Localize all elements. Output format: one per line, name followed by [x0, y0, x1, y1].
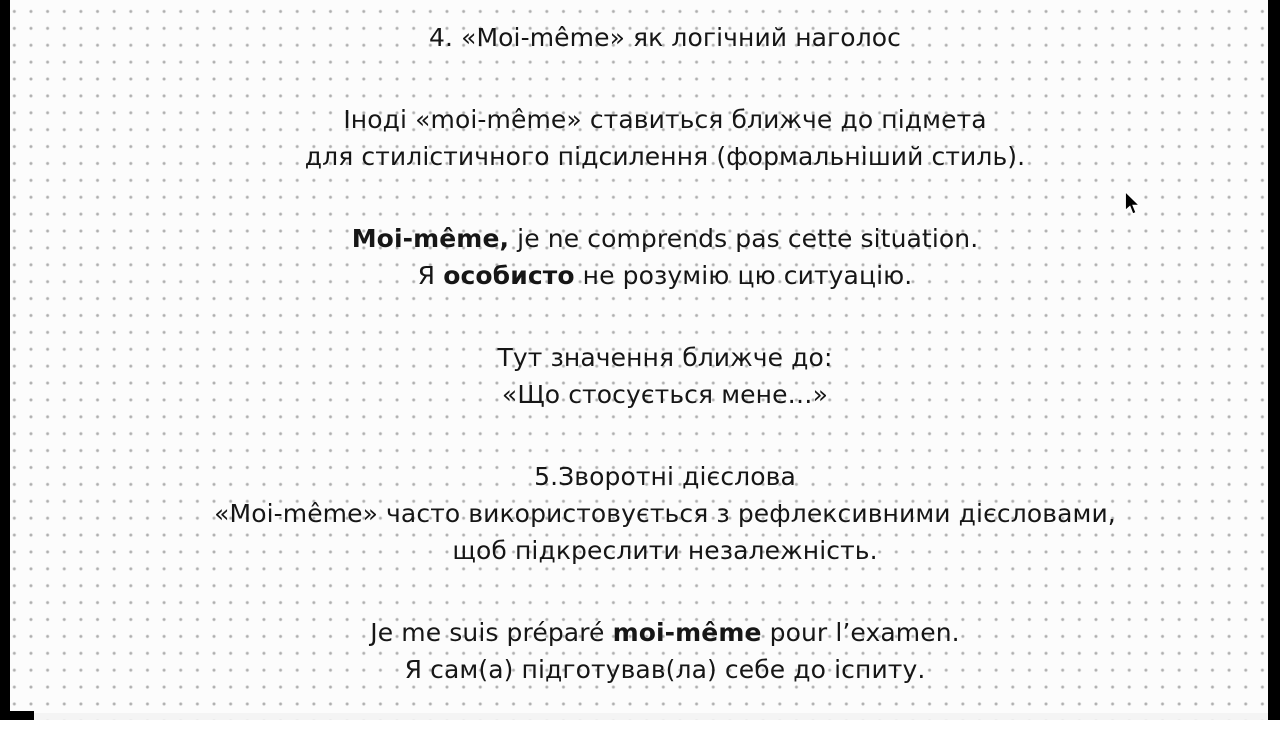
text-segment: Je me suis préparé — [370, 618, 613, 647]
text-segment: щоб підкреслити незалежність. — [452, 536, 878, 565]
text-segment: «Moi-même» часто використовується з рефлексивними дієсловами, — [214, 499, 1116, 528]
text-segment: pour l’examen. — [761, 618, 960, 647]
text-segment: «Що стосується мене…» — [501, 380, 829, 409]
text-line — [62, 532, 1268, 569]
slide-title — [62, 19, 1268, 56]
paragraph — [62, 614, 1268, 688]
text-line — [62, 101, 1268, 138]
text-line — [62, 138, 1268, 175]
text-segment-bold: Moi-même, — [351, 224, 510, 253]
letterbox-right-bar — [1268, 0, 1280, 720]
text-segment: Тут значення ближче до: — [497, 343, 833, 372]
text-segment-bold: moi-même — [612, 618, 762, 647]
paragraph — [62, 458, 1268, 569]
text-line — [62, 257, 1268, 294]
text-line — [62, 376, 1268, 413]
text-line — [62, 651, 1268, 688]
text-line — [62, 339, 1268, 376]
paragraph — [62, 220, 1268, 294]
letterbox-left-bar — [0, 0, 10, 720]
text-line — [62, 495, 1268, 532]
text-segment-bold: особисто — [443, 261, 575, 290]
text-line — [62, 19, 1268, 56]
letterbox-bottom-corner — [0, 711, 34, 720]
text-line — [62, 220, 1268, 257]
text-segment: Іноді «moi-même» ставиться ближче до підмета — [343, 105, 987, 134]
text-segment: Я сам(а) підготував(ла) себе до іспиту. — [404, 655, 926, 684]
text-segment: не розумію цю ситуацію. — [574, 261, 913, 290]
text-segment: je ne comprends pas cette situation. — [509, 224, 979, 253]
text-segment: 5.Зворотні дієслова — [534, 462, 796, 491]
text-line — [62, 458, 1268, 495]
text-segment: 4. «Moi-même» як логічний наголос — [428, 23, 902, 52]
text-line — [62, 614, 1268, 651]
bottom-edge-shade — [10, 713, 1268, 720]
paragraph — [62, 339, 1268, 413]
paragraph — [62, 101, 1268, 175]
text-segment: Я — [417, 261, 444, 290]
text-segment: для стилістичного підсилення (формальніший стиль). — [304, 142, 1026, 171]
lesson-text-block — [10, 0, 1268, 733]
